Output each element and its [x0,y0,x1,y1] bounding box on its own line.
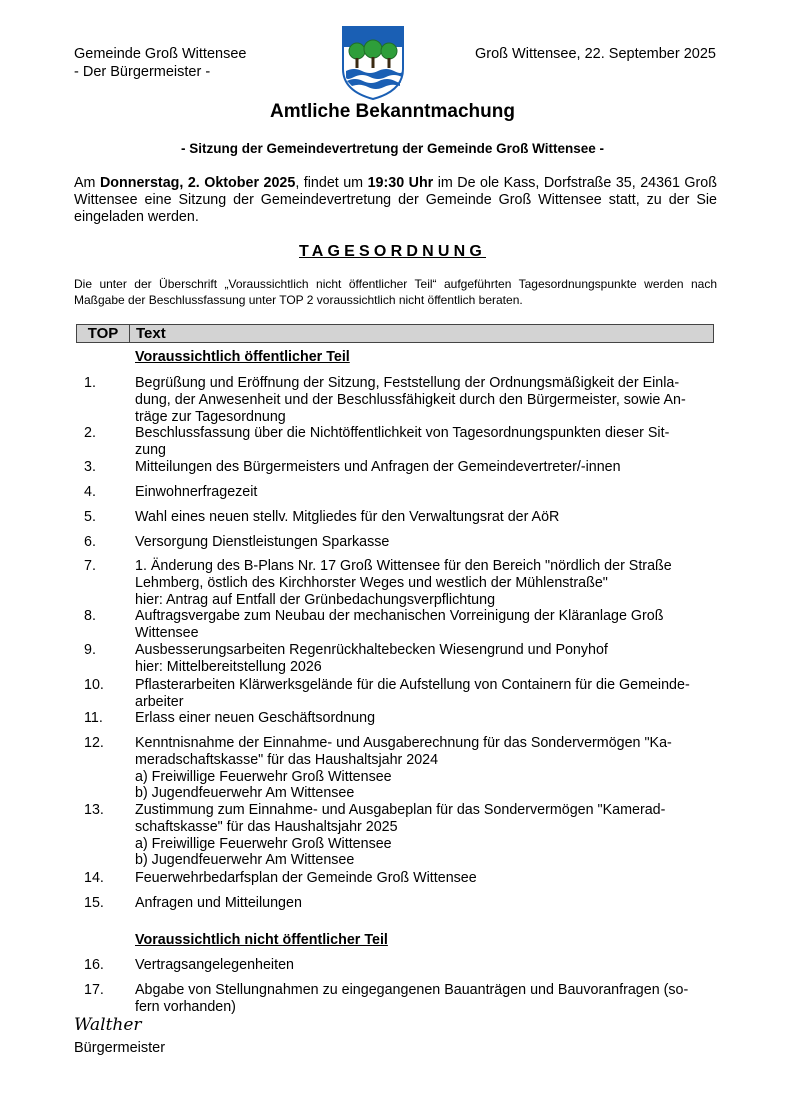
column-header-top: TOP [77,325,130,342]
section-heading-nonpublic: Voraussichtlich nicht öffentlicher Teil [135,932,388,948]
agenda-item-line: schaftskasse" für das Haushaltsjahr 2025 [135,818,398,835]
signer-role: Bürgermeister [74,1040,166,1056]
agenda-item-number: 6. [84,534,96,550]
agenda-item-text [135,608,707,642]
agenda-item-text [135,802,707,869]
agenda-item-line: Pflasterarbeiten Klärwerksgelände für die Aufstellung von Containern für die Gemeinde- [135,677,690,693]
agenda-item-text [135,895,707,912]
agenda-item-line: Kenntnisnahme der Einnahme- und Ausgaberechnung für das Sondervermögen "Ka- [135,735,672,751]
agenda-item-number: 4. [84,484,96,500]
agenda-item-line: dung, der Anwesenheit und der Beschlussfähigkeit durch den Bürgermeister, sowie An- [135,391,686,408]
page-title: Amtliche Bekanntmachung [270,101,515,122]
agenda-item-line: träge zur Tagesordnung [135,408,286,425]
agenda-item-line: Erlass einer neuen Geschäftsordnung [135,710,376,726]
agenda-item-line: Ausbesserungsarbeiten Regenrückhaltebecken Wiesengrund und Ponyhof [135,642,608,658]
agenda-item-line: Zustimmung zum Einnahme- und Ausgabeplan für das Sondervermögen "Kamerad- [135,802,666,818]
agenda-item-line: arbeiter [135,693,184,710]
intro-text-2: , findet um [295,175,368,191]
agenda-item-line: a) Freiwillige Feuerwehr Groß Wittensee [135,835,392,852]
page-subtitle: - Sitzung der Gemeindevertretung der Gemeinde Groß Wittensee - [181,141,604,156]
agenda-item-number: 16. [84,957,104,973]
agenda-item-line: Wahl eines neuen stellv. Mitgliedes für den Verwaltungsrat der AöR [135,509,560,525]
sender-role: - Der Bürgermeister - [74,64,211,80]
sender-municipality: Gemeinde Groß Wittensee [74,46,247,62]
meeting-date: Donnerstag, 2. Oktober 2025 [99,175,296,191]
agenda-item-text [135,375,707,425]
agenda-item-line: hier: Antrag auf Entfall der Grünbedachungsverpflichtung [135,591,496,608]
agenda-item-number: 8. [84,608,96,624]
agenda-item-text [135,558,707,608]
agenda-item-text [135,642,707,676]
agenda-item-line: a) Freiwillige Feuerwehr Groß Wittensee [135,768,392,785]
agenda-item-line: zung [135,441,167,458]
agenda-item-line: b) Jugendfeuerwehr Am Wittensee [135,852,355,869]
agenda-item-line: Lehmberg, östlich des Kirchhorster Weges und westlich der Mühlenstraße" [135,574,608,591]
intro-paragraph [74,175,717,226]
agenda-item-line: Vertragsangelegenheiten [135,957,294,973]
section-heading-public: Voraussichtlich öffentlicher Teil [135,349,350,365]
agenda-item-line: Feuerwehrbedarfsplan der Gemeinde Groß Wittensee [135,870,477,886]
agenda-item-text [135,870,707,887]
column-header-text: Text [136,325,166,342]
agenda-item-line: Einwohnerfragezeit [135,484,258,500]
handwritten-signature: Walther [74,1015,142,1035]
agenda-item-line: Beschlussfassung über die Nichtöffentlichkeit von Tagesordnungspunkten dieser Sit- [135,425,670,441]
sender-block [74,45,246,81]
municipal-crest-icon [341,25,405,101]
agenda-item-line: Auftragsvergabe zum Neubau der mechanischen Vorreinigung der Kläranlage Groß [135,608,664,624]
agenda-item-number: 3. [84,459,96,475]
agenda-item-line: hier: Mittelbereitstellung 2026 [135,658,322,675]
intro-text-1: Am [74,175,100,191]
agenda-item-text [135,957,707,974]
agenda-item-text [135,484,707,501]
intro-text-3: im De ole Kass, Dorfstraße 35, 24361 Groß Wittensee eine Sitzung der Gemeindevertretung der Gemeinde Groß Wittensee statt, zu der Sie eingeladen werden. [74,175,717,225]
agenda-item-number: 15. [84,895,104,911]
agenda-item-number: 13. [84,802,104,818]
agenda-item-text [135,534,707,551]
agenda-item-number: 11. [84,710,103,726]
agenda-item-number: 2. [84,425,96,441]
agenda-item-line: Versorgung Dienstleistungen Sparkasse [135,534,390,550]
agenda-item-line: Abgabe von Stellungnahmen zu eingegangenen Bauanträgen und Bauvoranfragen (so- [135,982,689,998]
place-date: Groß Wittensee, 22. September 2025 [475,46,716,62]
agenda-item-line: Begrüßung und Eröffnung der Sitzung, Feststellung der Ordnungsmäßigkeit der Einla- [135,375,680,391]
meeting-time: 19:30 Uhr [367,175,434,191]
agenda-item-number: 17. [84,982,104,998]
agenda-item-line: Anfragen und Mitteilungen [135,895,302,911]
agenda-item-text [135,710,707,727]
agenda-item-text [135,509,707,526]
agenda-item-line: meradschaftskasse" für das Haushaltsjahr 2024 [135,751,439,768]
agenda-item-line: 1. Änderung des B-Plans Nr. 17 Groß Wittensee für den Bereich "nördlich der Straße [135,558,672,574]
agenda-item-text [135,677,707,711]
agenda-item-number: 1. [84,375,96,391]
agenda-item-text [135,425,707,459]
agenda-item-text [135,459,707,476]
agenda-item-number: 5. [84,509,96,525]
agenda-item-line: Mitteilungen des Bürgermeisters und Anfragen der Gemeindevertreter/-innen [135,459,621,475]
agenda-item-number: 10. [84,677,104,693]
agenda-item-line: b) Jugendfeuerwehr Am Wittensee [135,785,355,802]
agenda-item-number: 14. [84,870,104,886]
agenda-item-line: fern vorhanden) [135,998,236,1015]
agenda-table-header [76,324,714,343]
agenda-item-text [135,982,707,1016]
agenda-item-number: 12. [84,735,104,751]
agenda-note: Die unter der Überschrift „Voraussichtlich nicht öffentlicher Teil“ aufgeführten Tagesordnungspunkte werden nach Maßgabe der Beschlussfassung unter TOP 2 voraussichtlich nicht öffentlich beraten. [74,277,717,307]
agenda-heading: TAGESORDNUNG [299,243,486,260]
agenda-item-number: 9. [84,642,96,658]
agenda-item-text [135,735,707,802]
agenda-item-line: Wittensee [135,624,199,641]
agenda-item-number: 7. [84,558,96,574]
